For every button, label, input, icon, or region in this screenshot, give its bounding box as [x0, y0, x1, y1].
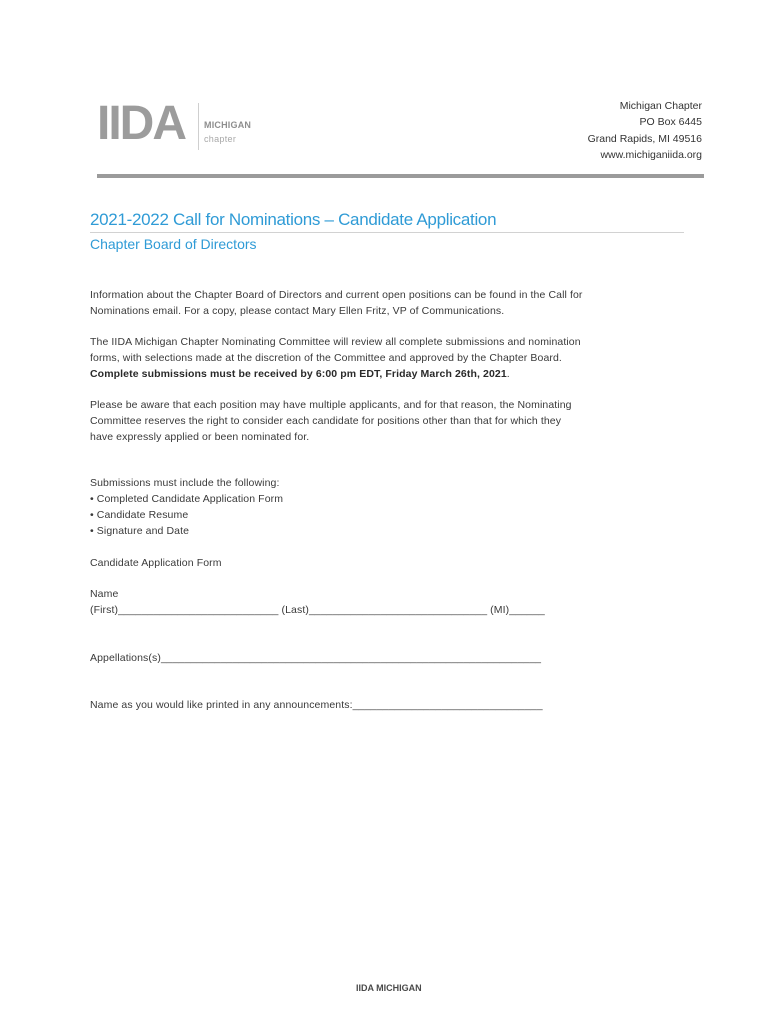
page-title: 2021-2022 Call for Nominations – Candidate Application: [90, 210, 497, 229]
deadline-text: Complete submissions must be received by 6:00 pm EDT, Friday March 26th, 2021: [90, 368, 507, 380]
address-block: [588, 98, 702, 163]
notice-paragraph: [90, 397, 572, 445]
announcement-name-label: Name as you would like printed in any announcements:: [90, 699, 353, 711]
page-subtitle: Chapter Board of Directors: [90, 236, 257, 252]
deadline-line: [90, 366, 581, 382]
name-field-group: [90, 586, 545, 618]
committee-line: forms, with selections made at the discretion of the Committee and approved by the Chapter Board.: [90, 352, 562, 364]
logo-divider: [198, 103, 199, 150]
address-website: www.michiganiida.org: [600, 148, 702, 161]
last-name-label: (Last): [278, 604, 309, 616]
info-line: Information about the Chapter Board of Directors and current open positions can be found in the Call for: [90, 289, 583, 301]
appellations-label: Appellations(s): [90, 652, 161, 664]
info-line: Nominations email. For a copy, please contact Mary Ellen Fritz, VP of Communications.: [90, 305, 505, 317]
announcement-name-field: [90, 697, 543, 713]
address-city: Grand Rapids, MI 49516: [587, 132, 702, 145]
requirements-list: [90, 475, 283, 539]
logo-chapter-name: MICHIGAN: [204, 120, 252, 130]
notice-line: Please be aware that each position may have multiple applicants, and for that reason, the Nominating: [90, 399, 572, 411]
iida-logo-mark: IIDA: [97, 97, 185, 150]
requirement-item: • Signature and Date: [90, 525, 190, 537]
requirements-heading: Submissions must include the following:: [90, 477, 280, 489]
address-org: Michigan Chapter: [619, 100, 702, 112]
name-label: Name: [90, 588, 119, 600]
info-paragraph: [90, 287, 583, 319]
form-heading: Candidate Application Form: [90, 557, 222, 569]
announcement-name-blank[interactable]: ________________________________: [352, 699, 543, 711]
appellations-blank[interactable]: ________________________________________________________________: [160, 652, 542, 664]
header-rule: [97, 174, 704, 178]
middle-initial-label: (MI): [487, 604, 510, 616]
committee-paragraph: [90, 334, 581, 382]
first-name-blank[interactable]: ___________________________: [118, 604, 279, 616]
committee-line: The IIDA Michigan Chapter Nominating Committee will review all complete submissions and nomination: [90, 336, 581, 348]
first-name-label: (First): [90, 604, 119, 616]
middle-initial-blank[interactable]: ______: [509, 604, 545, 616]
last-name-blank[interactable]: ______________________________: [308, 604, 488, 616]
address-po-box: PO Box 6445: [639, 116, 702, 129]
notice-line: Committee reserves the right to consider each candidate for positions other than that for which they: [90, 415, 562, 427]
deadline-period: .: [506, 368, 510, 380]
title-underline: [90, 232, 684, 233]
requirement-item: • Completed Candidate Application Form: [90, 493, 284, 505]
requirement-item: • Candidate Resume: [90, 509, 189, 521]
page-footer: IIDA MICHIGAN: [356, 983, 422, 993]
notice-line: have expressly applied or been nominated for.: [90, 431, 310, 443]
name-fields-line: [90, 602, 545, 618]
appellations-field: [90, 650, 541, 666]
logo-chapter-label: chapter: [204, 134, 237, 144]
